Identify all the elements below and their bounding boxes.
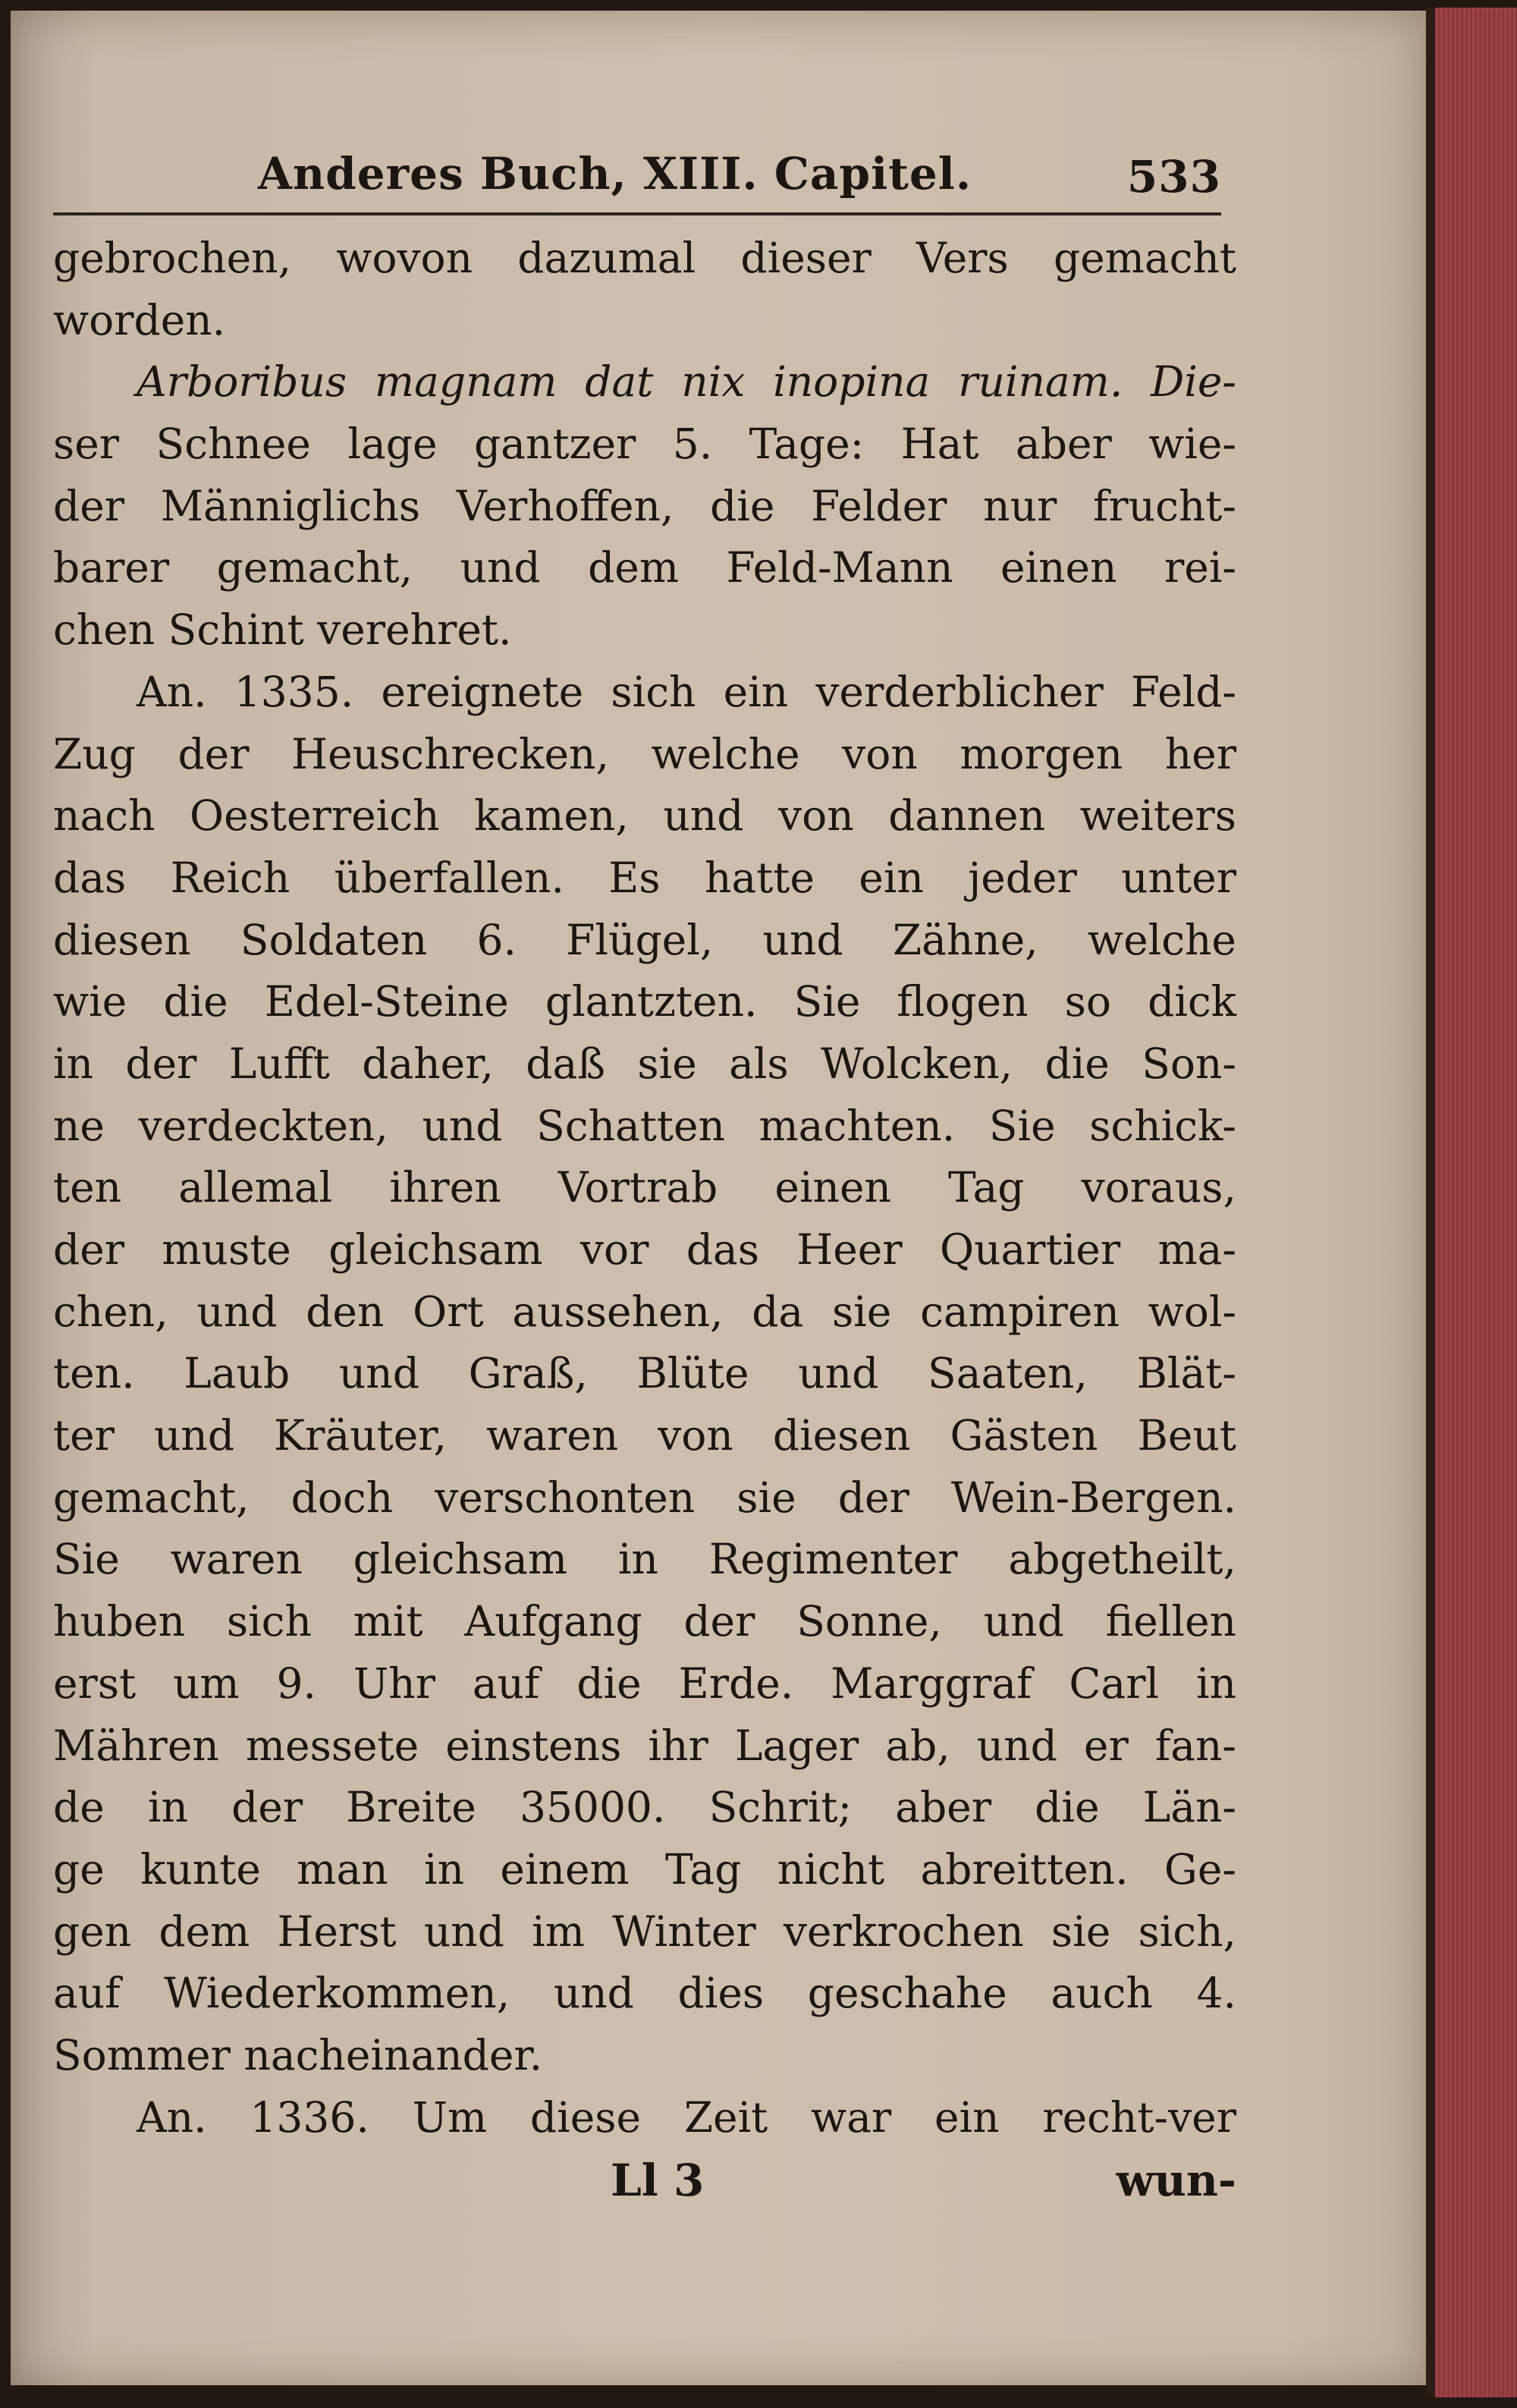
text-line: nach Oesterreich kamen, und von dannen weiters [53, 791, 1236, 841]
text-line: ne verdeckten, und Schatten machten. Sie schick- [53, 1101, 1236, 1150]
text-line: der muste gleichsam vor das Heer Quartier ma- [53, 1225, 1236, 1274]
text-line: ter und Kräuter, waren von diesen Gästen Beut [53, 1411, 1236, 1460]
text-line: ge kunte man in einem Tag nicht abreitten. Ge- [53, 1844, 1236, 1894]
text-line: erst um 9. Uhr auf die Erde. Marggraf Carl in [53, 1658, 1236, 1708]
signature-mark: Ll 3 [611, 2155, 705, 2206]
text-line: worden. [53, 295, 226, 344]
text-line: Mähren messete einstens ihr Lager ab, und er fan- [53, 1721, 1236, 1770]
running-header [53, 148, 1236, 209]
text-line: ser Schnee lage gantzer 5. Tage: Hat aber wie- [53, 420, 1236, 469]
text-line: chen Schint verehret. [53, 605, 512, 655]
text-line: An. 1336. Um diese Zeit war ein recht-ver [137, 2092, 1236, 2142]
page-number: 533 [1126, 151, 1221, 203]
page-edge [1435, 8, 1517, 2397]
text-line: gemacht, doch verschonten sie der Wein-Bergen. [53, 1473, 1236, 1522]
text-line: diesen Soldaten 6. Flügel, und Zähne, welche [53, 915, 1236, 964]
text-line: An. 1335. ereignete sich ein verderblicher Feld- [137, 667, 1236, 716]
text-line: Zug der Heuschrecken, welche von morgen her [53, 729, 1236, 778]
text-line-latin-verse: Arboribus magnam dat nix inopina ruinam. Die- [137, 357, 1236, 407]
text-line: das Reich überfallen. Es hatte ein jeder unter [53, 853, 1236, 902]
text-line: gebrochen, wovon dazumal dieser Vers gemacht [53, 234, 1236, 282]
text-line: in der Lufft daher, daß sie als Wolcken, die Son- [53, 1039, 1236, 1088]
text-line: gen dem Herst und im Winter verkrochen sie sich, [53, 1907, 1236, 1956]
text-line: Sie waren gleichsam in Regimenter abgetheilt, [53, 1535, 1236, 1584]
page-footer [53, 2155, 1236, 2215]
header-rule [53, 212, 1221, 215]
text-line: auf Wiederkommen, und dies geschahe auch 4. [53, 1969, 1236, 2018]
text-line: chen, und den Ort aussehen, da sie campiren wol- [53, 1287, 1236, 1336]
text-line: Sommer nacheinander. [53, 2030, 543, 2079]
catchword: wun- [1116, 2155, 1236, 2206]
body-text [53, 228, 1236, 2149]
text-line: ten allemal ihren Vortrab einen Tag voraus, [53, 1163, 1236, 1212]
text-line: barer gemacht, und dem Feld-Mann einen rei- [53, 543, 1236, 593]
header-title: Anderes Buch, XIII. Capitel. [258, 148, 972, 200]
text-line: der Männiglichs Verhoffen, die Felder nur frucht- [53, 481, 1236, 530]
text-line: ten. Laub und Graß, Blüte und Saaten, Blät- [53, 1349, 1236, 1398]
text-line: huben sich mit Aufgang der Sonne, und fiellen [53, 1597, 1236, 1646]
text-line: wie die Edel-Steine glantzten. Sie flogen so dick [53, 977, 1236, 1026]
text-line: de in der Breite 35000. Schrit; aber die Län- [53, 1783, 1236, 1832]
